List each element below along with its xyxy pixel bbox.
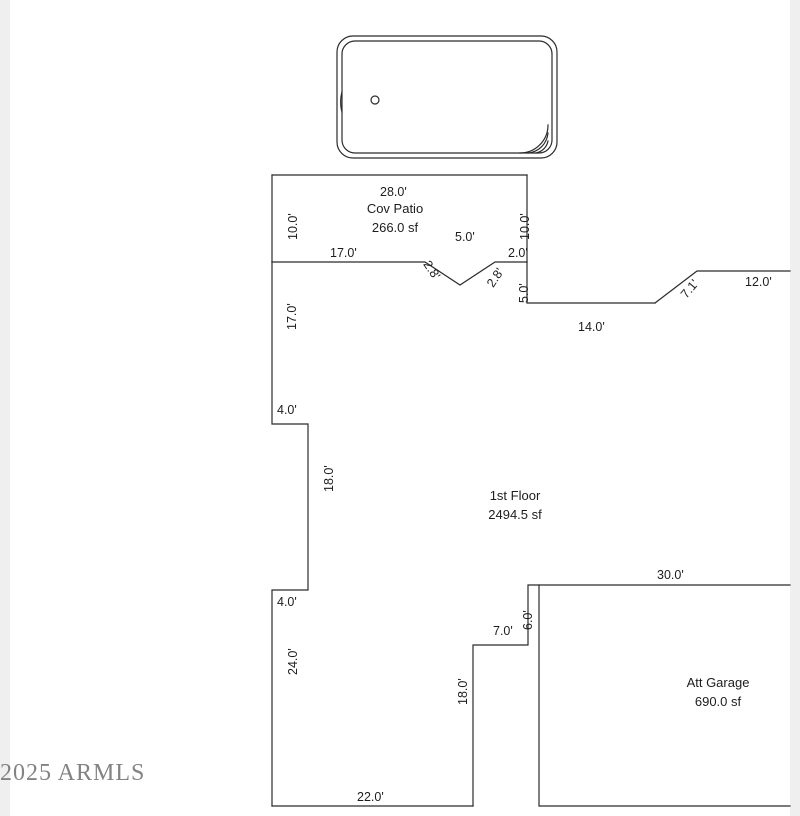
area-first-floor-name: 1st Floor [489,488,541,503]
dim-bottom-left: 22.0' [357,790,384,804]
dim-patio-notch-left: 2.8' [420,258,444,283]
area-cov-patio-name: Cov Patio [366,201,424,216]
dim-left-jog-1: 4.0' [277,403,297,417]
area-first-floor [450,487,580,525]
watermark: 2025 ARMLS [0,760,146,786]
dim-garage-step-run: 7.0' [493,624,513,638]
dim-left-jog-2: 4.0' [277,595,297,609]
dim-patio-top: 28.0' [380,185,407,199]
dim-patio-notch-mid: 5.0' [455,230,475,244]
pool-outline [337,36,557,158]
area-att-garage-size: 690.0 sf [694,693,742,709]
area-first-floor-size: 2494.5 sf [488,506,542,522]
area-cov-patio [330,200,460,238]
dim-left-lower: 24.0' [286,648,300,675]
dim-garage-top: 30.0' [657,568,684,582]
area-att-garage-name: Att Garage [686,675,750,690]
pool-drain [371,96,379,104]
dim-patio-left: 10.0' [286,213,300,240]
dim-left-upper: 17.0' [285,303,299,330]
dim-right-far: 12.0' [745,275,772,289]
dim-bottom-mid-vert: 18.0' [456,678,470,705]
dim-patio-notch-right: 2.8' [484,265,507,290]
dim-patio-right: 10.0' [518,213,532,240]
dim-right-step: 2.0' [508,246,528,260]
dim-right-drop: 5.0' [517,283,531,303]
dim-patio-inner-left: 17.0' [330,246,357,260]
dim-right-diag: 7.1' [678,276,702,301]
area-att-garage [650,674,786,712]
dim-left-mid: 18.0' [322,465,336,492]
dim-garage-step-rise: 6.0' [521,610,535,630]
dim-right-run: 14.0' [578,320,605,334]
area-cov-patio-size: 266.0 sf [371,219,419,235]
